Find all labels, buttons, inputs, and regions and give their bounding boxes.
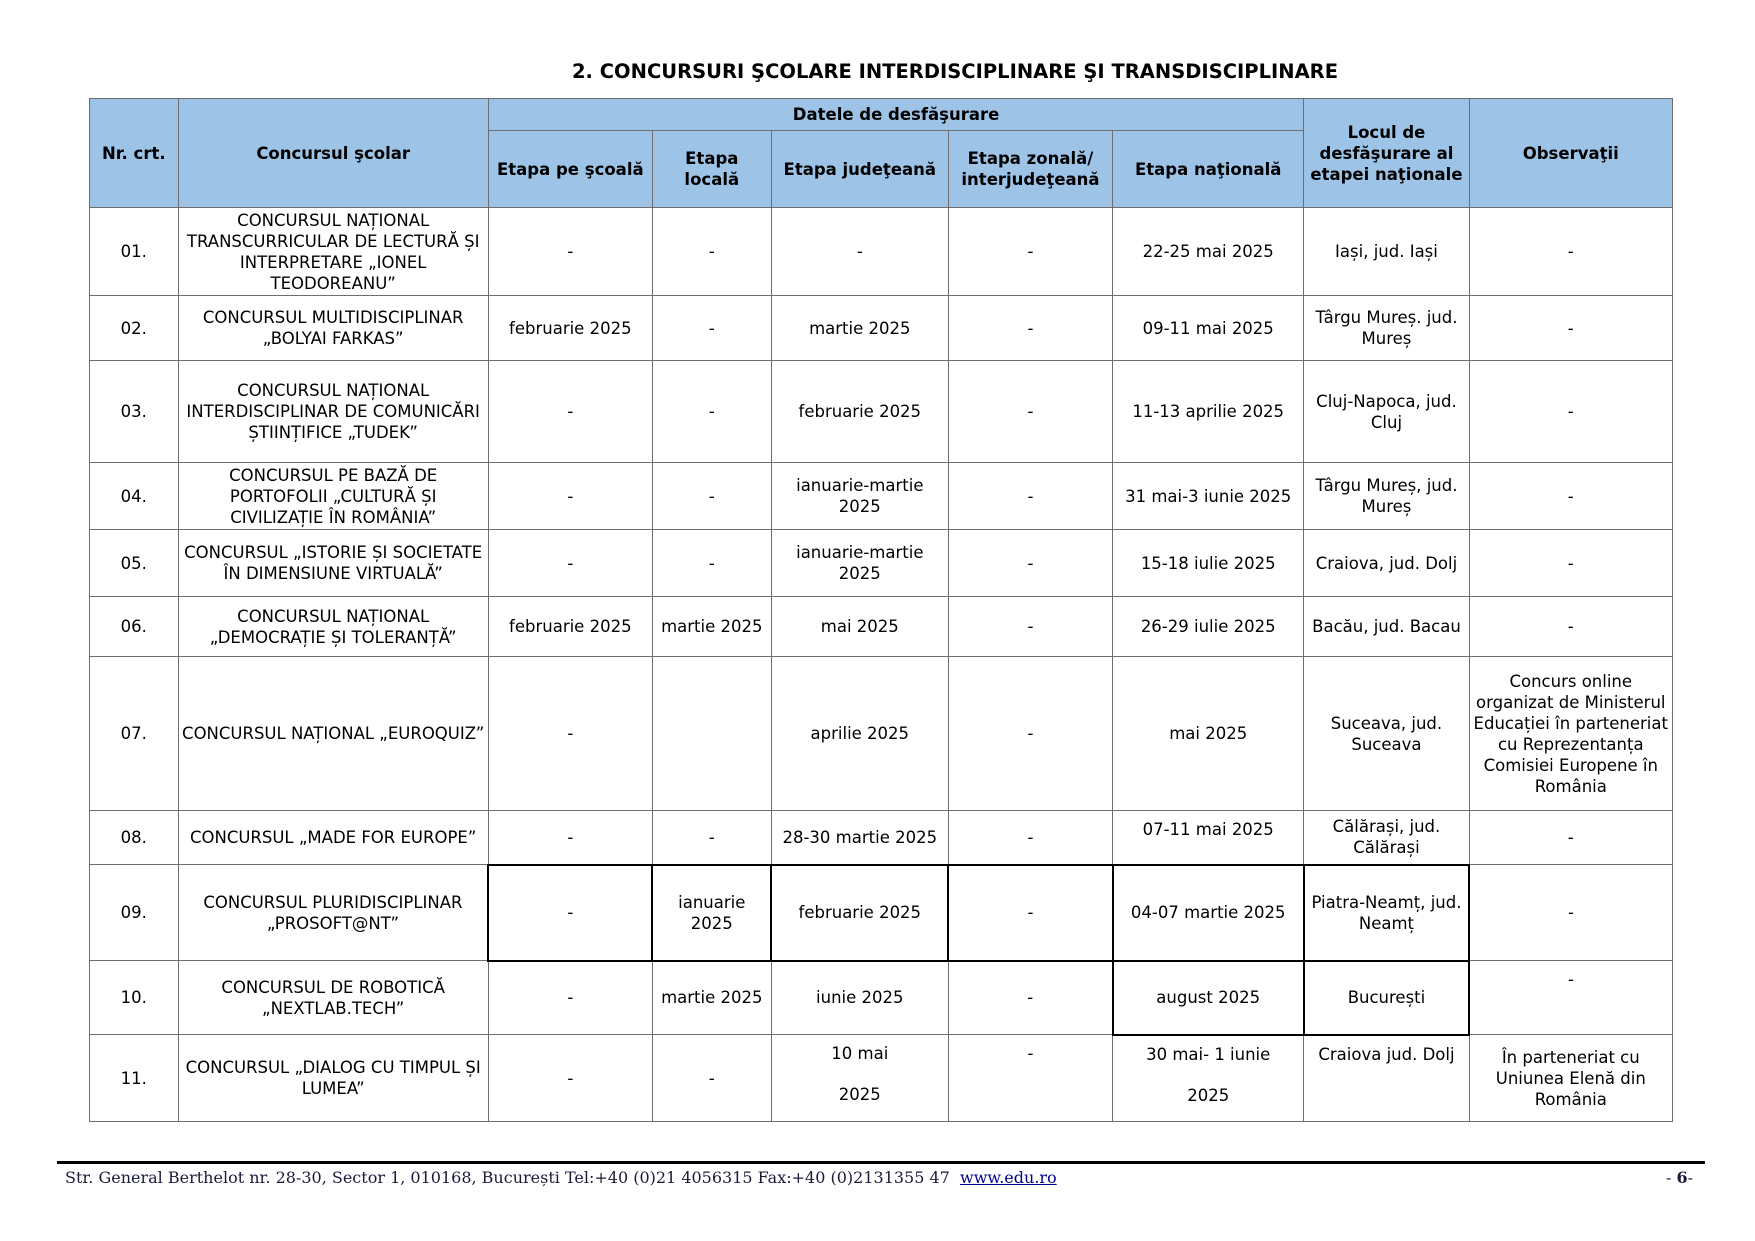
table-row — [90, 296, 1673, 361]
row-zonala: - — [948, 961, 1112, 1035]
row-judeteana: aprilie 2025 — [771, 657, 948, 811]
row-observatii: - — [1469, 597, 1672, 657]
row-judeteana: ianuarie-martie 2025 — [771, 463, 948, 530]
table-row — [90, 811, 1673, 865]
row-concurs: CONCURSUL NAȚIONAL TRANSCURRICULAR DE LECTURĂ ȘI INTERPRETARE „IONEL TEODOREANU” — [178, 208, 488, 296]
row-nationala-year: 2025 — [1187, 1085, 1230, 1105]
row-observatii: - — [1469, 208, 1672, 296]
table-row — [90, 530, 1673, 597]
row-nr: 06. — [90, 597, 179, 657]
row-locul: Suceava, jud. Suceava — [1304, 657, 1469, 811]
row-scoala: - — [488, 811, 652, 865]
row-zonala: - — [948, 361, 1112, 463]
row-locala — [652, 657, 771, 811]
row-zonala: - — [948, 208, 1112, 296]
row-scoala: februarie 2025 — [488, 296, 652, 361]
contests-table — [89, 98, 1673, 1122]
page-title: 2. CONCURSURI ŞCOLARE INTERDISCIPLINARE ŞI TRANSDISCIPLINARE — [571, 60, 1339, 83]
row-scoala: - — [488, 865, 652, 961]
row-concurs: CONCURSUL NAȚIONAL „EUROQUIZ” — [178, 657, 488, 811]
row-locala: - — [652, 530, 771, 597]
row-locul: Călărași, jud. Călărași — [1304, 811, 1469, 865]
row-locul: București — [1304, 961, 1469, 1035]
row-judeteana: februarie 2025 — [771, 361, 948, 463]
row-locul: Iași, jud. Iași — [1304, 208, 1469, 296]
row-zonala: - — [948, 811, 1112, 865]
row-locul: Piatra-Neamț, jud. Neamț — [1304, 865, 1469, 961]
row-judeteana: mai 2025 — [771, 597, 948, 657]
row-scoala: februarie 2025 — [488, 597, 652, 657]
row-nationala: 07-11 mai 2025 — [1113, 811, 1304, 865]
row-nationala-date: 30 mai- 1 iunie — [1146, 1044, 1271, 1064]
header-etapa-scoala: Etapa pe şcoală — [488, 131, 652, 208]
row-observatii: - — [1469, 361, 1672, 463]
row-concurs: CONCURSUL NAȚIONAL INTERDISCIPLINAR DE COMUNICĂRI ȘTIINȚIFICE „TUDEK” — [178, 361, 488, 463]
header-locul: Locul de desfăşurare al etapei naţionale — [1304, 99, 1469, 208]
row-judeteana: 28-30 martie 2025 — [771, 811, 948, 865]
row-locala: - — [652, 1035, 771, 1122]
header-etapa-judeteana: Etapa judeţeană — [771, 131, 948, 208]
row-zonala: - — [948, 530, 1112, 597]
table-row — [90, 1035, 1673, 1122]
row-locul: Bacău, jud. Bacau — [1304, 597, 1469, 657]
row-nationala: august 2025 — [1113, 961, 1304, 1035]
row-judeteana: - — [771, 208, 948, 296]
table-row — [90, 361, 1673, 463]
row-judeteana: martie 2025 — [771, 296, 948, 361]
row-scoala: - — [488, 1035, 652, 1122]
table-row — [90, 865, 1673, 961]
row-concurs: CONCURSUL „DIALOG CU TIMPUL ȘI LUMEA” — [178, 1035, 488, 1122]
page-prefix: - — [1665, 1168, 1677, 1187]
row-nationala — [1113, 1035, 1304, 1122]
page-number-value: 6 — [1676, 1168, 1688, 1187]
row-nationala: 11-13 aprilie 2025 — [1113, 361, 1304, 463]
row-nr: 01. — [90, 208, 179, 296]
row-concurs: CONCURSUL PLURIDISCIPLINAR „PROSOFT@NT” — [178, 865, 488, 961]
row-observatii: În parteneriat cu Uniunea Elenă din România — [1469, 1035, 1672, 1122]
row-nr: 09. — [90, 865, 179, 961]
row-observatii: - — [1469, 463, 1672, 530]
row-zonala: - — [948, 657, 1112, 811]
row-locul: Târgu Mureș. jud. Mureș — [1304, 296, 1469, 361]
row-locala: ianuarie 2025 — [652, 865, 771, 961]
footer-divider — [57, 1161, 1705, 1164]
row-nationala: 09-11 mai 2025 — [1113, 296, 1304, 361]
header-etapa-locala: Etapa locală — [652, 131, 771, 208]
table-row — [90, 597, 1673, 657]
footer-address: Str. General Berthelot nr. 28-30, Sector 1, 010168, București Tel:+40 (0)21 4056315 Fax:+40 (0)2131355 47 — [65, 1168, 950, 1187]
row-scoala: - — [488, 208, 652, 296]
row-observatii: - — [1469, 530, 1672, 597]
page-number — [1666, 1168, 1693, 1187]
row-nationala: mai 2025 — [1113, 657, 1304, 811]
row-nr: 04. — [90, 463, 179, 530]
row-nr: 02. — [90, 296, 179, 361]
header-concurs: Concursul şcolar — [178, 99, 488, 208]
row-zonala: - — [948, 1035, 1112, 1122]
row-zonala: - — [948, 597, 1112, 657]
row-nationala: 04-07 martie 2025 — [1113, 865, 1304, 961]
row-nr: 05. — [90, 530, 179, 597]
row-judeteana: ianuarie-martie 2025 — [771, 530, 948, 597]
row-observatii: - — [1469, 811, 1672, 865]
row-judeteana-year: 2025 — [838, 1085, 881, 1104]
row-locala: martie 2025 — [652, 961, 771, 1035]
row-nr: 08. — [90, 811, 179, 865]
row-concurs: CONCURSUL „MADE FOR EUROPE” — [178, 811, 488, 865]
row-locala: - — [652, 811, 771, 865]
row-concurs: CONCURSUL MULTIDISCIPLINAR „BOLYAI FARKAS” — [178, 296, 488, 361]
row-observatii: Concurs online organizat de Ministerul Educației în parteneriat cu Reprezentanța Comisiei Europene în România — [1469, 657, 1672, 811]
row-scoala: - — [488, 361, 652, 463]
table-row — [90, 208, 1673, 296]
row-locala: - — [652, 463, 771, 530]
row-nr: 11. — [90, 1035, 179, 1122]
row-judeteana — [771, 1035, 948, 1122]
row-scoala: - — [488, 961, 652, 1035]
header-etapa-zonala: Etapa zonală/ interjudeţeană — [948, 131, 1112, 208]
header-etapa-nationala: Etapa naţională — [1113, 131, 1304, 208]
row-scoala: - — [488, 463, 652, 530]
row-locala: - — [652, 296, 771, 361]
row-locul: Craiova, jud. Dolj — [1304, 530, 1469, 597]
row-judeteana: februarie 2025 — [771, 865, 948, 961]
footer — [65, 1168, 1693, 1187]
row-locala: martie 2025 — [652, 597, 771, 657]
row-scoala: - — [488, 657, 652, 811]
header-datele: Datele de desfăşurare — [488, 99, 1304, 131]
row-nr: 03. — [90, 361, 179, 463]
footer-website-link[interactable]: www.edu.ro — [960, 1168, 1057, 1187]
row-nationala: 26-29 iulie 2025 — [1113, 597, 1304, 657]
table-row — [90, 463, 1673, 530]
row-observatii: - — [1469, 961, 1672, 1035]
table-row — [90, 657, 1673, 811]
row-concurs: CONCURSUL „ISTORIE ȘI SOCIETATE ÎN DIMENSIUNE VIRTUALĂ” — [178, 530, 488, 597]
row-judeteana: iunie 2025 — [771, 961, 948, 1035]
row-zonala: - — [948, 865, 1112, 961]
row-judeteana-date: 10 mai — [831, 1044, 889, 1063]
page-suffix: - — [1687, 1168, 1693, 1187]
row-scoala: - — [488, 530, 652, 597]
row-locala: - — [652, 208, 771, 296]
row-nr: 10. — [90, 961, 179, 1035]
header-nr: Nr. crt. — [90, 99, 179, 208]
row-observatii: - — [1469, 865, 1672, 961]
row-zonala: - — [948, 463, 1112, 530]
row-concurs: CONCURSUL DE ROBOTICĂ „NEXTLAB.TECH” — [178, 961, 488, 1035]
header-observatii: Observaţii — [1469, 99, 1672, 208]
row-nr: 07. — [90, 657, 179, 811]
row-locul: Cluj-Napoca, jud. Cluj — [1304, 361, 1469, 463]
row-locala: - — [652, 361, 771, 463]
row-concurs: CONCURSUL NAȚIONAL „DEMOCRAȚIE ȘI TOLERANȚĂ” — [178, 597, 488, 657]
row-nationala: 15-18 iulie 2025 — [1113, 530, 1304, 597]
row-nationala: 22-25 mai 2025 — [1113, 208, 1304, 296]
row-zonala: - — [948, 296, 1112, 361]
row-locul: Târgu Mureș, jud. Mureș — [1304, 463, 1469, 530]
row-concurs: CONCURSUL PE BAZĂ DE PORTOFOLII „CULTURĂ ȘI CIVILIZAȚIE ÎN ROMÂNIA” — [178, 463, 488, 530]
row-observatii: - — [1469, 296, 1672, 361]
table-row — [90, 961, 1673, 1035]
row-nationala: 31 mai-3 iunie 2025 — [1113, 463, 1304, 530]
row-locul: Craiova jud. Dolj — [1304, 1035, 1469, 1122]
